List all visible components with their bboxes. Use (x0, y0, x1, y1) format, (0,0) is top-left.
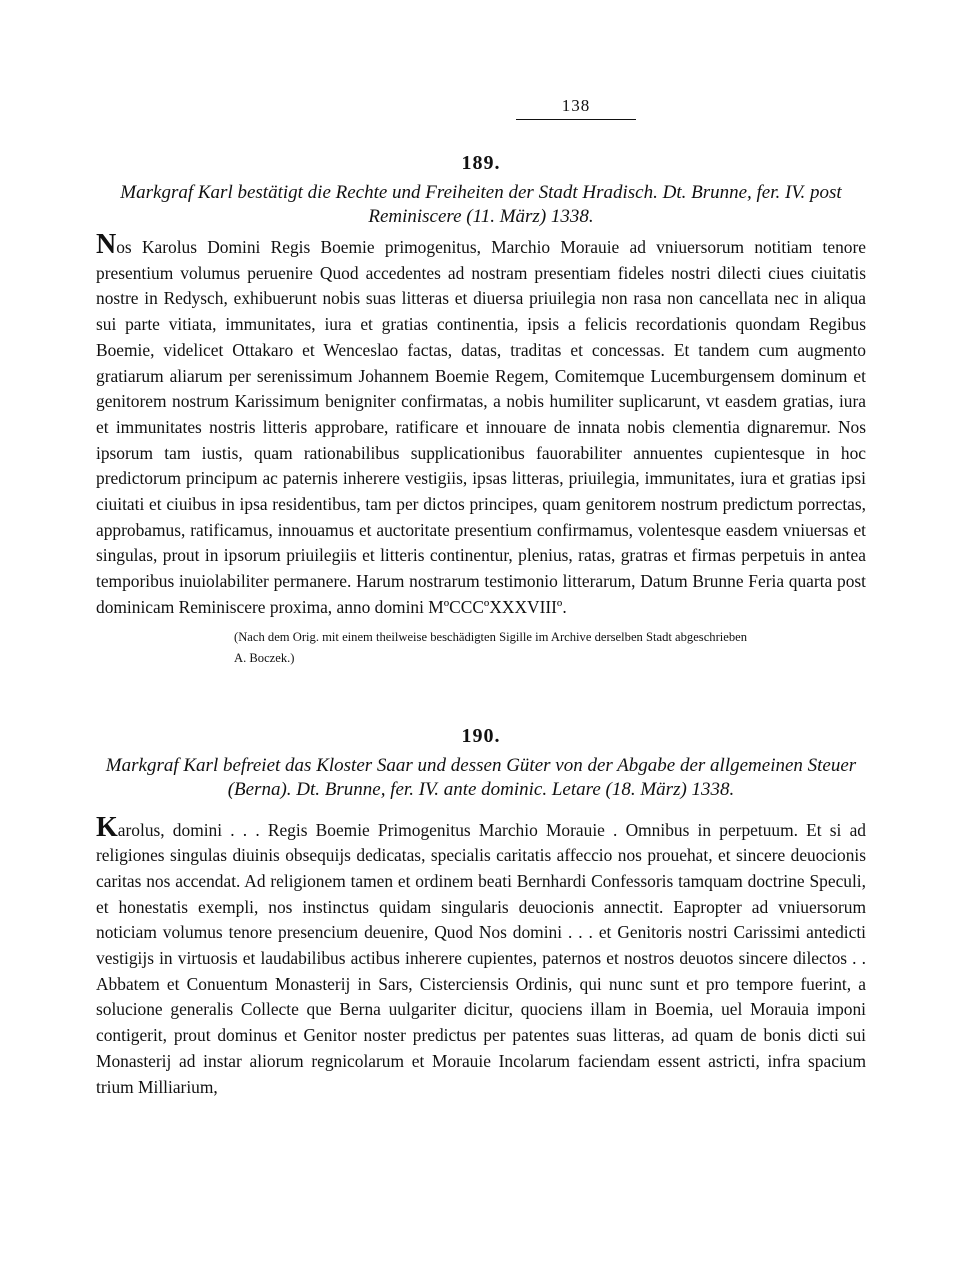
entry-number: 190. (461, 724, 501, 747)
page-number: 138 (516, 96, 636, 120)
entry-summary: Markgraf Karl befreiet das Kloster Saar und dessen Güter von der Abgabe der allgemeinen Steuer (Berna). Dt. Brunne, fer. IV. ante dominic. Letare (18. März) 1338. (105, 754, 857, 800)
document-page (96, 96, 866, 1100)
entry-text (96, 811, 866, 1101)
entry-number: 189. (461, 152, 501, 174)
entry-text-body: os Karolus Domini Regis Boemie primogenitus, Marchio Morauie ad vniuersorum notitiam tenore presentium volumus peruenire Quod accedentes ad nostram presentiam fideles nostri dilecti ciues ciuitatis nostre in Redysch, exhibuerunt nobis suas litteras et diuersa priuilegia non rasa non cancellata nec in aliqua sui parte vitiata, immunitates, iura et gratias continentia, ipsis a felicis recordationis quondam Regibus Boemie, videlicet Ottakaro et Wenceslao factas, datas, traditas et concessas. Et tandem cum augmento gratiarum aliarum per serenissimum Johannem Boemie Regem, Comitemque Lucemburgensem dominum et genitorem nostrum Karissimum benigniter confirmatas, a nobis humiliter suplicarunt, vt easdem gratias, iura et immunitates nostris litteris approbare, ratificare et innouare de innata nobis clementia dignaremur. Nos ipsorum tam iustis, quam rationabilibus supplicationibus fauorabiliter annuentes cupientesque in hoc predictorum principum ac paternis inherere vestigiis, ipsas litteras, priuilegia, immunitates, iura et gratias ipsi ciuitati et ciuibus in ipsa residentibus, tam per dictos principes, quam genitorem nostrum predictum porrectas, approbamus, ratificamus, innouamus et auctoritate presentium confirmamus, volentesque easdem vniuersas et singulas, prout in ipsorum priuilegiis et litteris continentur, plenius, ratas, gratras et firmas perpetuis in antea temporibus inuiolabiliter permanere. Harum nostrarum testimonio litterarum, Datum Brunne Feria quarta post dominicam Reminiscere proxima, anno domini MºCCCºXXXVIIIº. (96, 237, 866, 617)
document-entry-189 (96, 152, 866, 669)
source-note-signature: A. Boczek.) (234, 650, 295, 665)
source-note-text: (Nach dem Orig. mit einem theilweise beschädigten Sigille im Archive derselben Stadt abgeschrieben (234, 629, 748, 644)
entry-summary: Markgraf Karl bestätigt die Rechte und Freiheiten der Stadt Hradisch. Dt. Brunne, fer. IV. post Reminiscere (11. März) 1338. (120, 182, 842, 227)
initial-letter: N (96, 229, 117, 260)
document-entry-190 (96, 725, 866, 1101)
source-note (96, 627, 866, 669)
initial-letter: K (96, 811, 118, 843)
entry-text-body: arolus, domini . . . Regis Boemie Primogenitus Marchio Morauie . Omnibus in perpetuum. Et si ad religiones singulas diuinis obsequijs dedicatas, specialis caritatis affeccio nos prouehat, et sincere deuocionis caritas nos accendat. Ad religionem tamen et ordinem beati Bernhardi Confessoris tamquam doctrine Speculi, et honestatis exempli, nos instinctus quidam singularis deuocionis annectit. Eapropter ad vniuersorum noticiam volumus tenore presencium deuenire, Quod Nos domini . . . et Genitoris nostri Carissimi antedicti vestigijs in virtuosis et laudabilibus actibus inherere cupientes, paternos et nostros deuotos sincere dilectos . . Abbatem et Conuentum Monasterij in Sars, Cisterciensis Ordinis, qui nunc sunt et pro tempore fuerint, a solucione generalis Collecte que Berna uulgariter dicitur, quociens illam in Boemia, uel Morauia imponi contigerit, prout dominus et Genitor noster predictus per patentes suas litteras, ad quam de bonis dicti sui Monasterij ad instar aliorum regnicolarum et Morauie Incolarum faciendam essent astricti, infra spacium trium Milliarium, (96, 819, 866, 1097)
entry-text (96, 231, 866, 621)
